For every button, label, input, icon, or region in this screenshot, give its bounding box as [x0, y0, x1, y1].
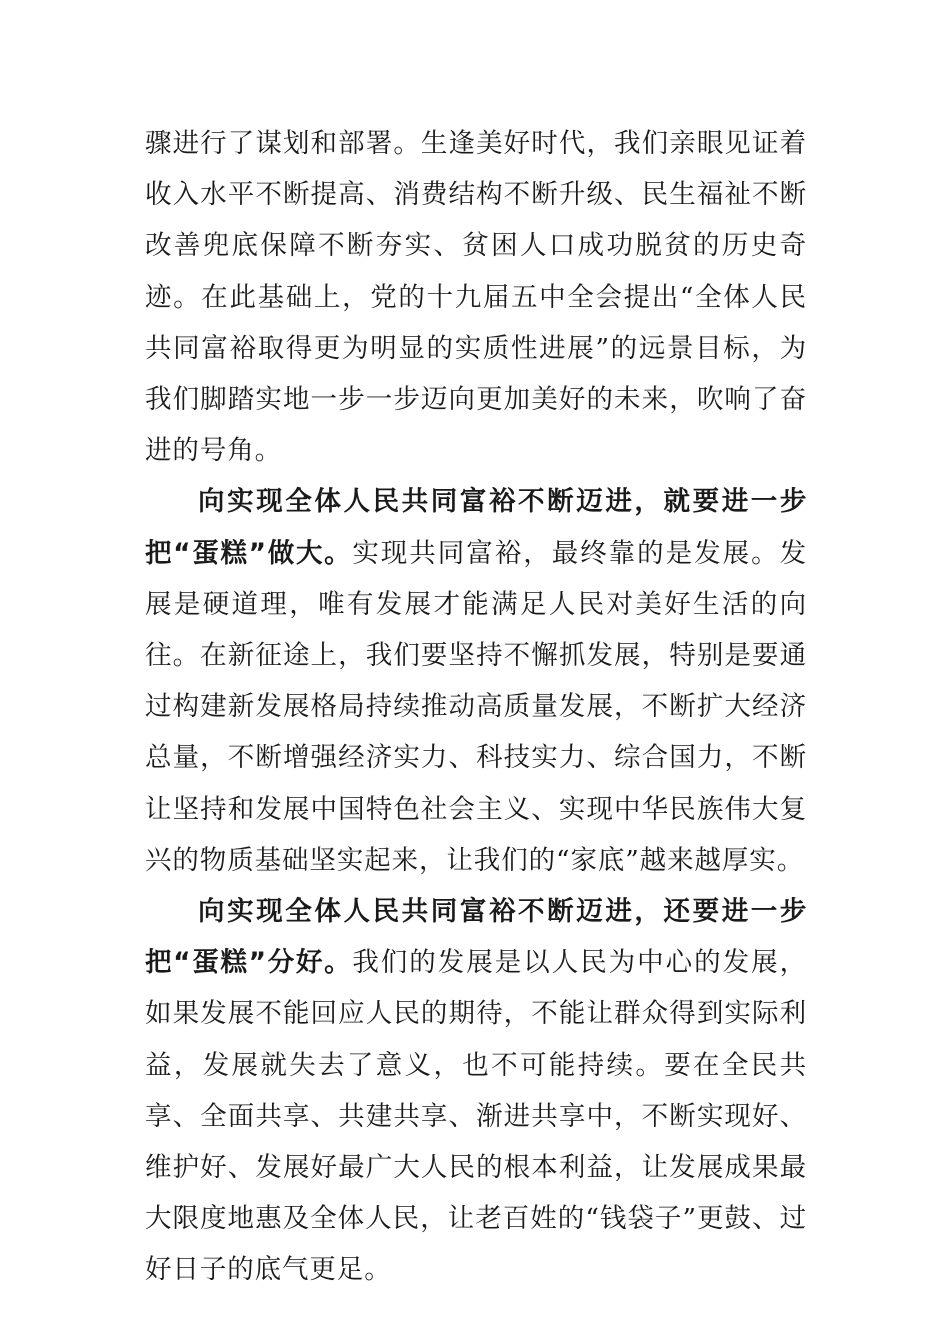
paragraph-text: 骤进行了谋划和部署。生逢美好时代，我们亲眼见证着收入水平不断提高、消费结构不断升级、民生福祉不断改善兜底保障不断夯实、贫困人口成功脱贫的历史奇迹。在此基础上，党的十九届五中全会提出“全体人民共同富裕取得更为明显的实质性进展”的远景目标，为我们脚踏实地一步一步迈向更加美好的未来，吹响了奋进的号角。: [145, 128, 807, 467]
paragraph-lead-bold: 向实现全体人民共同富裕不断迈进，还要进一步把“蛋糕”分好。: [145, 896, 807, 979]
paragraph-share-cake: [145, 886, 807, 1296]
paragraph-lead-bold: 向实现全体人民共同富裕不断迈进，就要进一步把“蛋糕”做大。: [145, 486, 807, 569]
paragraph-text: 实现共同富裕，最终靠的是发展。发展是硬道理，唯有发展才能满足人民对美好生活的向往。在新征途上，我们要坚持不懈抓发展，特别是要通过构建新发展格局持续推动高质量发展，不断扩大经济总量，不断增强经济实力、科技实力、综合国力，不断让坚持和发展中国特色社会主义、实现中华民族伟大复兴的物质基础坚实起来，让我们的“家底”越来越厚实。: [145, 537, 807, 876]
document-page: [145, 118, 807, 1296]
paragraph-grow-cake: [145, 476, 807, 886]
paragraph-text: 我们的发展是以人民为中心的发展，如果发展不能回应人民的期待，不能让群众得到实际利益，发展就失去了意义，也不可能持续。要在全民共享、全面共享、共建共享、渐进共享中，不断实现好、维护好、发展好最广大人民的根本利益，让发展成果最大限度地惠及全体人民，让老百姓的“钱袋子”更鼓、过好日子的底气更足。: [145, 947, 807, 1286]
paragraph-continuation: [145, 118, 807, 476]
